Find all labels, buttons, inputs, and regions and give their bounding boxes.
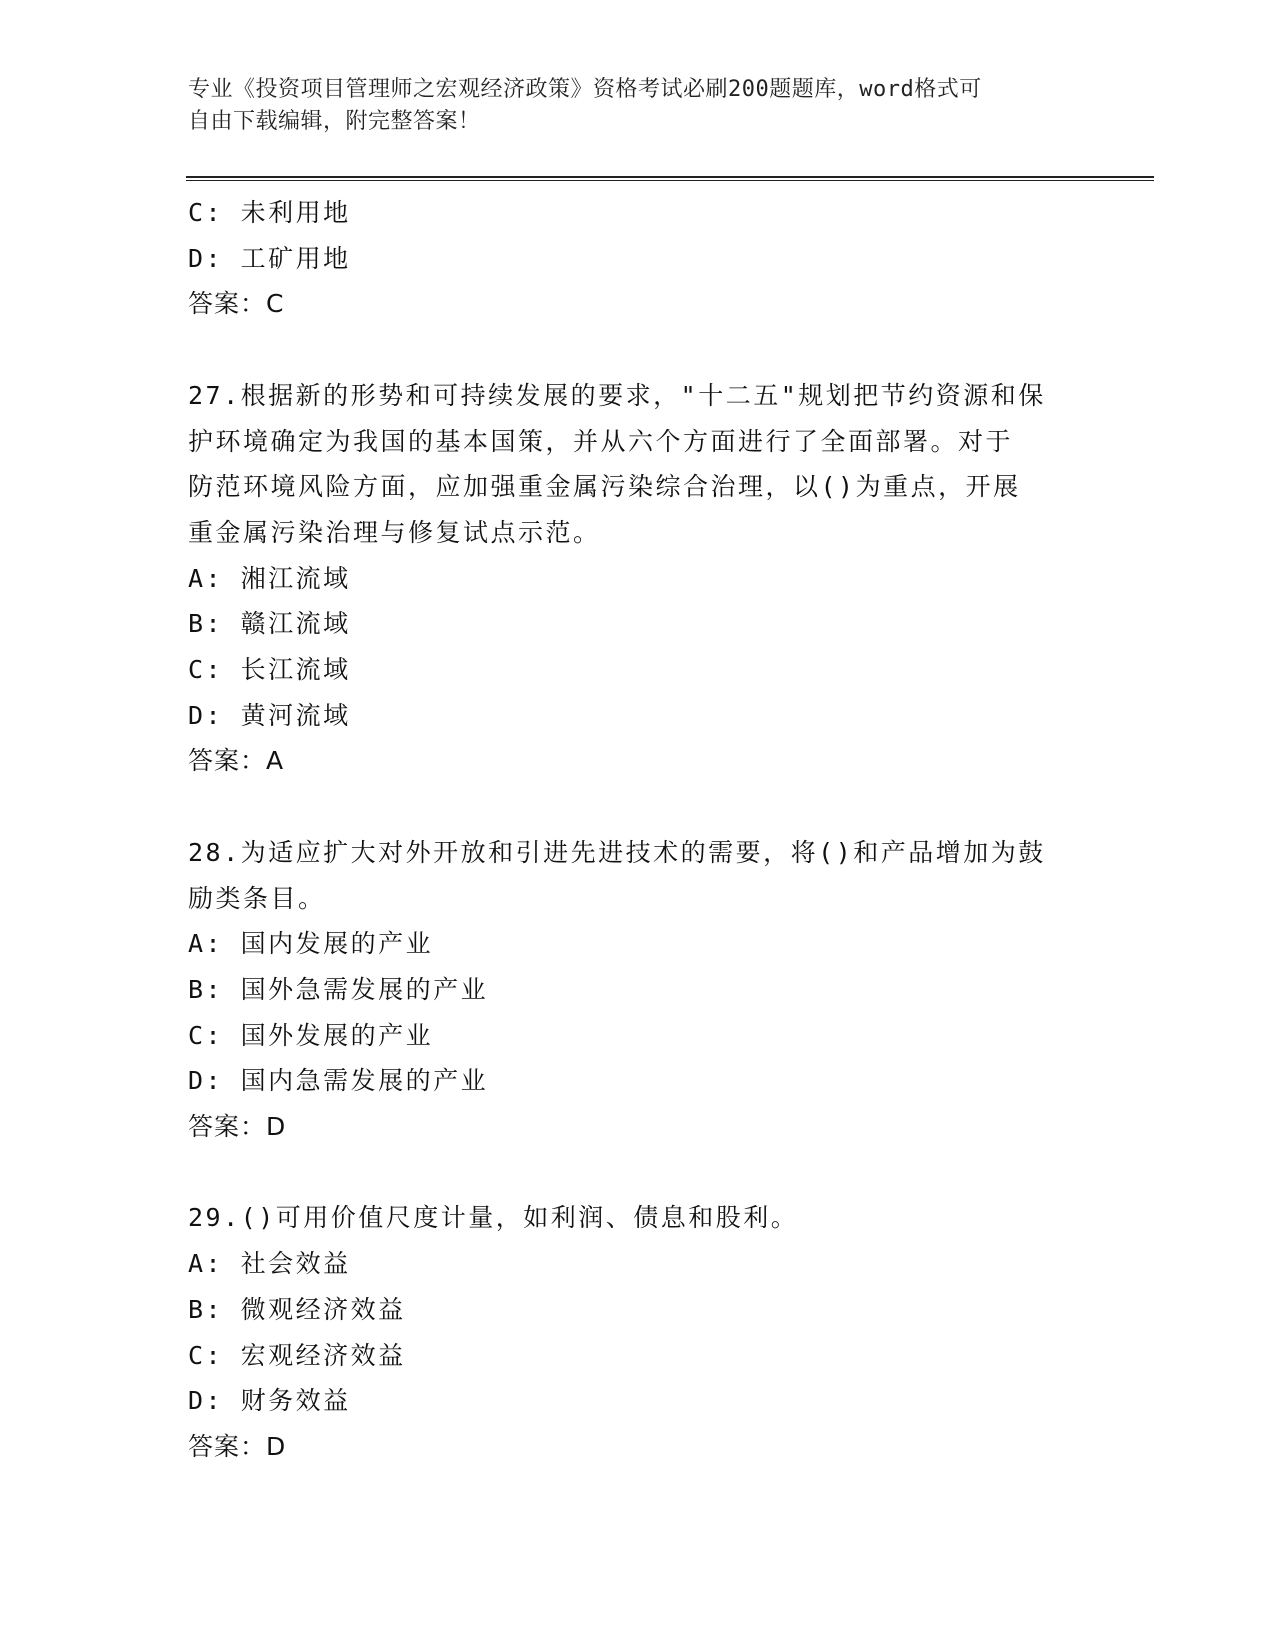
option-d: D: 黄河流域 xyxy=(188,700,351,730)
question-stem: 28.为适应扩大对外开放和引进先进技术的需要，将()和产品增加为鼓 励类条目。 xyxy=(188,837,1046,913)
spacer xyxy=(188,784,1088,830)
option-d: D: 工矿用地 xyxy=(188,243,351,273)
answer-line: 答案：D xyxy=(188,1431,287,1461)
option-c: C: 长江流域 xyxy=(188,655,351,685)
spacer xyxy=(188,1150,1088,1196)
page-header xyxy=(188,74,1088,138)
question-29 xyxy=(188,1195,1088,1469)
answer-line: 答案：A xyxy=(188,746,285,776)
option-d: D: 国内急需发展的产业 xyxy=(188,1066,489,1096)
option-c: C: 国外发展的产业 xyxy=(188,1020,434,1050)
option-b: B: 赣江流域 xyxy=(188,609,351,639)
question-27 xyxy=(188,373,1088,784)
question-stem: 27.根据新的形势和可持续发展的要求，"十二五"规划把节约资源和保 护环境确定为我国的基本国策，并从六个方面进行了全面部署。对于 防范环境风险方面，应加强重金属污染综合治理，以()为重点，开展 重金属污染治理与修复试点示范。 xyxy=(188,380,1046,547)
carryover-question xyxy=(188,190,1088,327)
header-divider xyxy=(186,176,1154,181)
option-a: A: 社会效益 xyxy=(188,1249,351,1279)
option-b: B: 微观经济效益 xyxy=(188,1294,406,1324)
question-28 xyxy=(188,830,1088,1150)
document-body xyxy=(188,190,1088,1470)
spacer xyxy=(188,327,1088,373)
option-b: B: 国外急需发展的产业 xyxy=(188,974,489,1004)
answer-line: 答案：D xyxy=(188,1112,287,1142)
question-stem: 29.()可用价值尺度计量，如利润、债息和股利。 xyxy=(188,1203,799,1233)
option-a: A: 湘江流域 xyxy=(188,563,351,593)
option-c: C: 未利用地 xyxy=(188,198,351,227)
option-d: D: 财务效益 xyxy=(188,1386,351,1416)
header-text: 专业《投资项目管理师之宏观经济政策》资格考试必刷200题题库，word格式可 自由下载编辑，附完整答案！ xyxy=(188,77,982,134)
answer-line: 答案：C xyxy=(188,289,285,319)
option-a: A: 国内发展的产业 xyxy=(188,929,434,959)
option-c: C: 宏观经济效益 xyxy=(188,1340,406,1370)
